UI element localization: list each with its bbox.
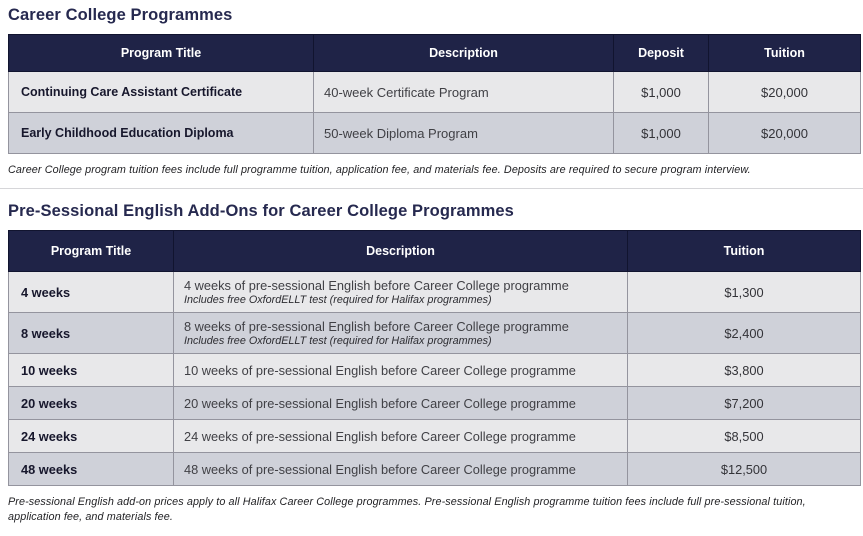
table-row xyxy=(9,313,861,354)
column-header-description: Description xyxy=(314,35,614,72)
tuition-cell: $20,000 xyxy=(709,113,861,154)
description-note: Includes free OxfordELLT test (required for Halifax programmes) xyxy=(184,335,492,348)
description-text: 8 weeks of pre-sessional English before Career College programme xyxy=(184,319,569,335)
column-header-tuition: Tuition xyxy=(628,231,861,272)
tuition-cell: $12,500 xyxy=(628,453,861,486)
table-row xyxy=(9,387,861,420)
description-cell xyxy=(174,272,628,313)
program-title-cell: 4 weeks xyxy=(9,272,174,313)
column-header-description: Description xyxy=(174,231,628,272)
program-title-cell: Early Childhood Education Diploma xyxy=(9,113,314,154)
column-header-deposit: Deposit xyxy=(614,35,709,72)
tuition-cell: $8,500 xyxy=(628,420,861,453)
deposit-cell: $1,000 xyxy=(614,72,709,113)
table-row xyxy=(9,453,861,486)
table-header-row xyxy=(9,231,861,272)
description-cell: 20 weeks of pre-sessional English before Career College programme xyxy=(174,387,628,420)
tuition-cell: $2,400 xyxy=(628,313,861,354)
program-title-cell: 20 weeks xyxy=(9,387,174,420)
description-cell: 50-week Diploma Program xyxy=(314,113,614,154)
tuition-cell: $20,000 xyxy=(709,72,861,113)
table-row xyxy=(9,72,861,113)
table-row xyxy=(9,354,861,387)
career-college-section-title: Career College Programmes xyxy=(8,6,233,24)
description-cell: 40-week Certificate Program xyxy=(314,72,614,113)
program-title-cell: 8 weeks xyxy=(9,313,174,354)
column-header-program-title: Program Title xyxy=(9,231,174,272)
program-title-cell: 10 weeks xyxy=(9,354,174,387)
pre-sessional-footnote: Pre-sessional English add-on prices apply to all Halifax Career College programmes. Pre-sessional English programme tuition fees include full pre-sessional tuition, application fee, and materials fee. xyxy=(8,496,806,524)
section-divider xyxy=(0,188,863,189)
pre-sessional-fees-table xyxy=(8,230,861,486)
program-title-cell: 48 weeks xyxy=(9,453,174,486)
career-college-footnote: Career College program tuition fees include full programme tuition, application fee, and materials fee. Deposits are required to secure program interview. xyxy=(8,164,751,176)
description-text: 4 weeks of pre-sessional English before Career College programme xyxy=(184,278,569,294)
column-header-tuition: Tuition xyxy=(709,35,861,72)
tuition-cell: $7,200 xyxy=(628,387,861,420)
pre-sessional-section-title: Pre-Sessional English Add-Ons for Career College Programmes xyxy=(8,202,514,221)
table-row xyxy=(9,113,861,154)
table-header-row xyxy=(9,35,861,72)
tuition-cell: $3,800 xyxy=(628,354,861,387)
program-title-cell: 24 weeks xyxy=(9,420,174,453)
table-row xyxy=(9,272,861,313)
career-college-fees-table xyxy=(8,34,861,154)
tuition-cell: $1,300 xyxy=(628,272,861,313)
deposit-cell: $1,000 xyxy=(614,113,709,154)
description-cell: 24 weeks of pre-sessional English before Career College programme xyxy=(174,420,628,453)
program-title-cell: Continuing Care Assistant Certificate xyxy=(9,72,314,113)
column-header-program-title: Program Title xyxy=(9,35,314,72)
table-row xyxy=(9,420,861,453)
description-cell xyxy=(174,313,628,354)
description-cell: 10 weeks of pre-sessional English before Career College programme xyxy=(174,354,628,387)
description-cell: 48 weeks of pre-sessional English before Career College programme xyxy=(174,453,628,486)
description-note: Includes free OxfordELLT test (required for Halifax programmes) xyxy=(184,294,492,307)
